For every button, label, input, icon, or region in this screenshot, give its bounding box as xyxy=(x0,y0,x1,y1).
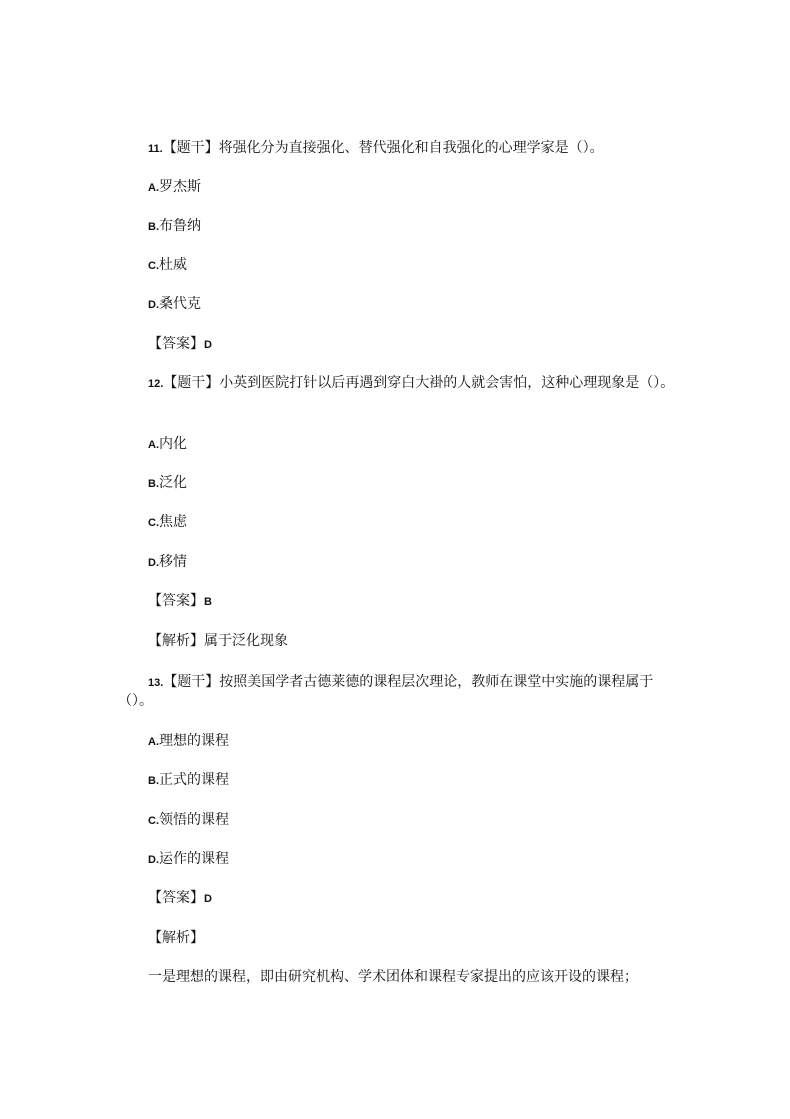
question-number: 11. xyxy=(148,143,163,155)
question-13-analysis xyxy=(148,968,638,986)
analysis-tag: 【解析】 xyxy=(148,930,204,946)
option-text: 理想的课程 xyxy=(159,733,229,749)
option-text: 移情 xyxy=(159,554,187,570)
question-11-option-b xyxy=(148,217,201,236)
option-letter: D. xyxy=(148,299,159,311)
question-13-option-c xyxy=(148,811,229,830)
option-letter: C. xyxy=(148,815,159,827)
question-11-answer xyxy=(148,335,212,354)
question-12-analysis xyxy=(148,632,288,650)
question-11-stem xyxy=(148,139,604,158)
option-letter: C. xyxy=(148,260,159,272)
stem-text: 将强化分为直接强化、替代强化和自我强化的心理学家是（）。 xyxy=(218,140,604,156)
question-13-option-b xyxy=(148,771,229,790)
question-13-answer xyxy=(148,889,212,908)
option-text: 内化 xyxy=(159,436,187,452)
option-letter: A. xyxy=(148,439,159,451)
analysis-text: 一是理想的课程，即由研究机构、学术团体和课程专家提出的应该开设的课程； xyxy=(148,969,638,985)
option-text: 桑代克 xyxy=(159,296,201,312)
option-text: 杜威 xyxy=(159,257,187,273)
answer-tag: 【答案】 xyxy=(148,890,204,906)
option-letter: B. xyxy=(148,221,159,233)
question-number: 13. xyxy=(148,677,164,689)
question-13-option-d xyxy=(148,850,229,869)
option-text: 布鲁纳 xyxy=(159,218,201,234)
option-letter: B. xyxy=(148,478,159,490)
stem-text: （）。 xyxy=(118,693,153,709)
question-12-option-b xyxy=(148,474,187,493)
question-12-answer xyxy=(148,592,212,611)
option-text: 运作的课程 xyxy=(159,851,229,867)
question-12-stem xyxy=(148,374,674,393)
analysis-tag: 【解析】 xyxy=(148,633,204,649)
stem-tag: 【题干】 xyxy=(163,375,220,391)
option-letter: A. xyxy=(148,182,159,194)
option-letter: D. xyxy=(148,557,159,569)
option-letter: D. xyxy=(148,854,159,866)
question-12-option-d xyxy=(148,553,187,572)
option-text: 正式的课程 xyxy=(159,772,229,788)
question-number: 12. xyxy=(148,378,164,390)
option-letter: C. xyxy=(148,517,159,529)
option-text: 罗杰斯 xyxy=(159,179,201,195)
answer-value: D xyxy=(204,893,212,905)
option-letter: B. xyxy=(148,775,159,787)
option-text: 泛化 xyxy=(159,475,187,491)
question-13-stem xyxy=(148,673,653,692)
option-letter: A. xyxy=(148,736,159,748)
answer-value: B xyxy=(204,596,212,608)
question-12-option-c xyxy=(148,513,187,532)
question-13-analysis-tag xyxy=(148,929,204,947)
answer-tag: 【答案】 xyxy=(148,593,204,609)
analysis-text: 属于泛化现象 xyxy=(204,633,288,649)
stem-tag: 【题干】 xyxy=(163,674,220,690)
option-text: 领悟的课程 xyxy=(159,812,229,828)
question-11-option-c xyxy=(148,256,187,275)
stem-text: 小英到医院打针以后再遇到穿白大褂的人就会害怕，这种心理现象是（）。 xyxy=(219,375,675,391)
question-13-stem-continuation xyxy=(118,692,153,710)
stem-text: 按照美国学者古德莱德的课程层次理论，教师在课堂中实施的课程属于 xyxy=(219,674,654,690)
stem-tag: 【题干】 xyxy=(162,140,219,156)
answer-tag: 【答案】 xyxy=(148,336,204,352)
question-11-option-a xyxy=(148,178,201,197)
answer-value: D xyxy=(204,339,212,351)
question-11-option-d xyxy=(148,295,201,314)
question-12-option-a xyxy=(148,435,187,454)
question-13-option-a xyxy=(148,732,229,751)
option-text: 焦虑 xyxy=(159,514,187,530)
